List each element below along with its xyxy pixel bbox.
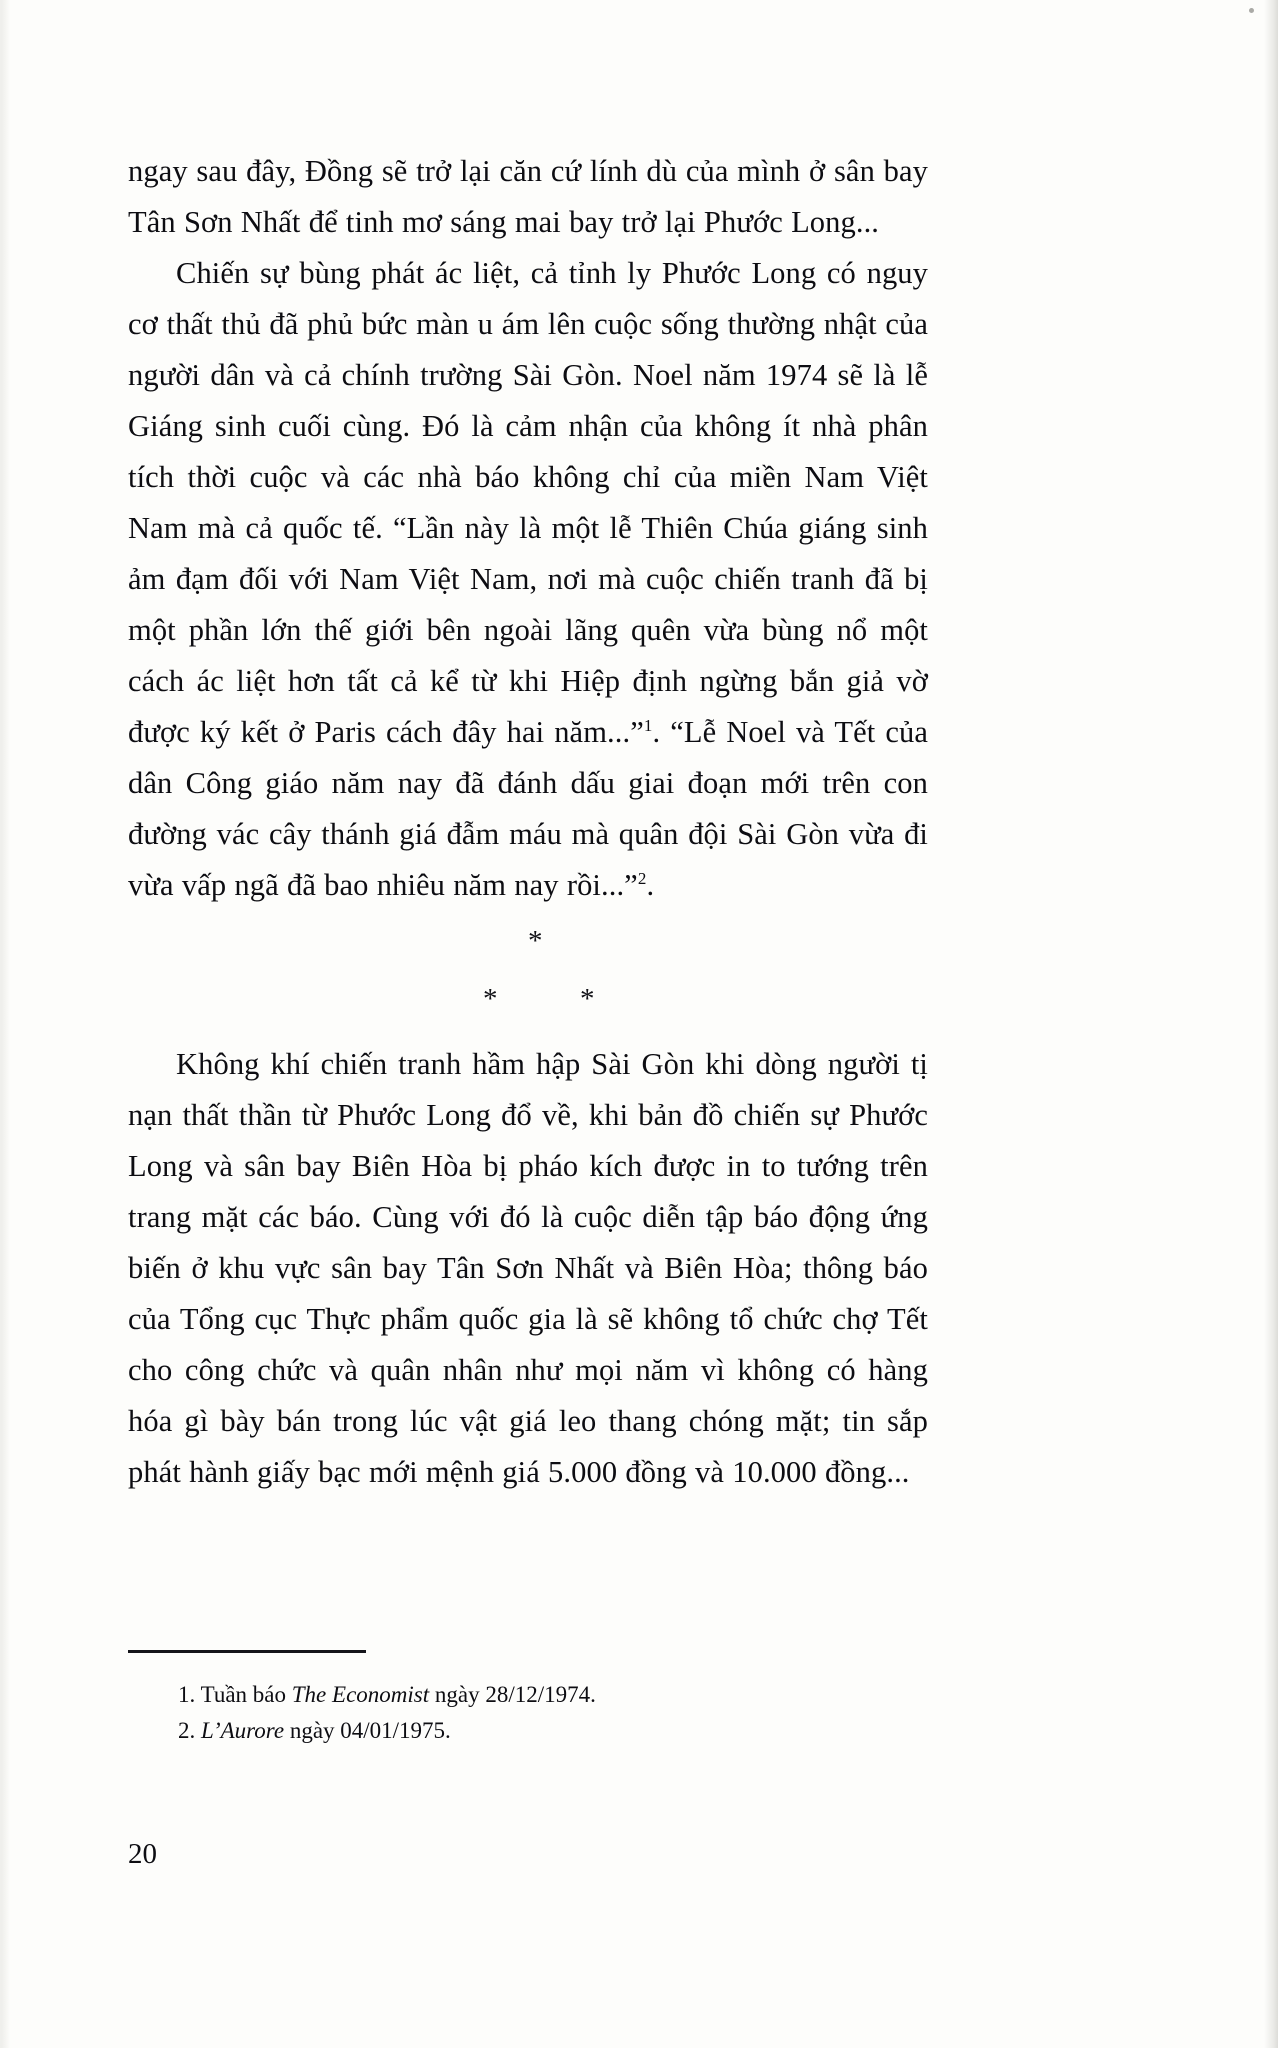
paragraph-text: ngay sau đây, Đồng sẽ trở lại căn cứ lính dù của mình ở sân bay Tân Sơn Nhất để tinh mơ sáng mai bay trở lại Phước Long...	[128, 154, 928, 239]
footnote-ref-2[interactable]: 2	[637, 868, 647, 888]
footnote-tail: ngày 04/01/1975.	[284, 1718, 451, 1743]
asterisk-icon-bottom-right: *	[580, 983, 595, 1015]
footnote-block	[128, 1650, 928, 1749]
footnote-source-title: L’Aurore	[201, 1718, 285, 1743]
paragraph-segment-text: Chiến sự bùng phát ác liệt, cả tỉnh ly Phước Long có nguy cơ thất thủ đã phủ bức màn u ám lên cuộc sống thường nhật của người dân và cả chính trường Sài Gòn. Noel năm 1974 sẽ là lễ Giáng sinh cuối cùng. Đó là cảm nhận của không ít nhà phân tích thời cuộc và các nhà báo không chỉ của miền Nam Việt Nam mà cả quốc tế. “Lần này là một lễ Thiên Chúa giáng sinh ảm đạm đối với Nam Việt Nam, nơi mà cuộc chiến tranh đã bị một phần lớn thế giới bên ngoài lãng quên vừa bùng nổ một cách ác liệt hơn tất cả kể từ khi Hiệp định ngừng bắn giả vờ được ký kết ở Paris cách đây hai năm...”	[128, 256, 928, 749]
footnote-item-1	[178, 1677, 928, 1713]
page-number: 20	[128, 1838, 157, 1870]
page-body	[128, 146, 928, 1498]
footnote-number: 2.	[178, 1718, 196, 1743]
footnote-source-title: The Economist	[291, 1682, 430, 1707]
asterisk-icon-top: *	[528, 925, 543, 957]
footnote-ref-1[interactable]: 1	[643, 715, 653, 735]
paragraph-text	[128, 248, 928, 911]
paragraph-chien-su	[128, 248, 928, 911]
paragraph-segment-text: . “Lễ Noel và Tết của dân Công giáo năm nay đã đánh dấu giai đoạn mới trên con đường vác cây thánh giá đẫm máu mà quân đội Sài Gòn vừa đi vừa vấp ngã đã bao nhiêu năm nay rồi...”	[128, 715, 929, 902]
scan-edge-left	[0, 0, 10, 2048]
footnote-divider	[128, 1650, 366, 1653]
footnote-item-2	[178, 1713, 928, 1749]
footnote-list	[128, 1677, 928, 1749]
scan-edge-right	[1264, 0, 1278, 2048]
footnote-lead: Tuần báo	[200, 1682, 292, 1707]
paragraph-khong-khi	[128, 1039, 928, 1498]
asterisk-icon-bottom-left: *	[483, 983, 498, 1015]
paragraph-segment-text: .	[646, 868, 655, 902]
footnote-number: 1.	[178, 1682, 196, 1707]
footnote-tail: ngày 28/12/1974.	[429, 1682, 596, 1707]
scan-artifact-dot	[1249, 8, 1254, 13]
section-separator-asterisks	[128, 917, 928, 1039]
paragraph-text: Không khí chiến tranh hầm hập Sài Gòn khi dòng người tị nạn thất thần từ Phước Long đổ về, khi bản đồ chiến sự Phước Long và sân bay Biên Hòa bị pháo kích được in to tướng trên trang mặt các báo. Cùng với đó là cuộc diễn tập báo động ứng biến ở khu vực sân bay Tân Sơn Nhất và Biên Hòa; thông báo của Tổng cục Thực phẩm quốc gia là sẽ không tổ chức chợ Tết cho công chức và quân nhân như mọi năm vì không có hàng hóa gì bày bán trong lúc vật giá leo thang chóng mặt; tin sắp phát hành giấy bạc mới mệnh giá 5.000 đồng và 10.000 đồng...	[128, 1047, 928, 1489]
paragraph-continued	[128, 146, 928, 248]
